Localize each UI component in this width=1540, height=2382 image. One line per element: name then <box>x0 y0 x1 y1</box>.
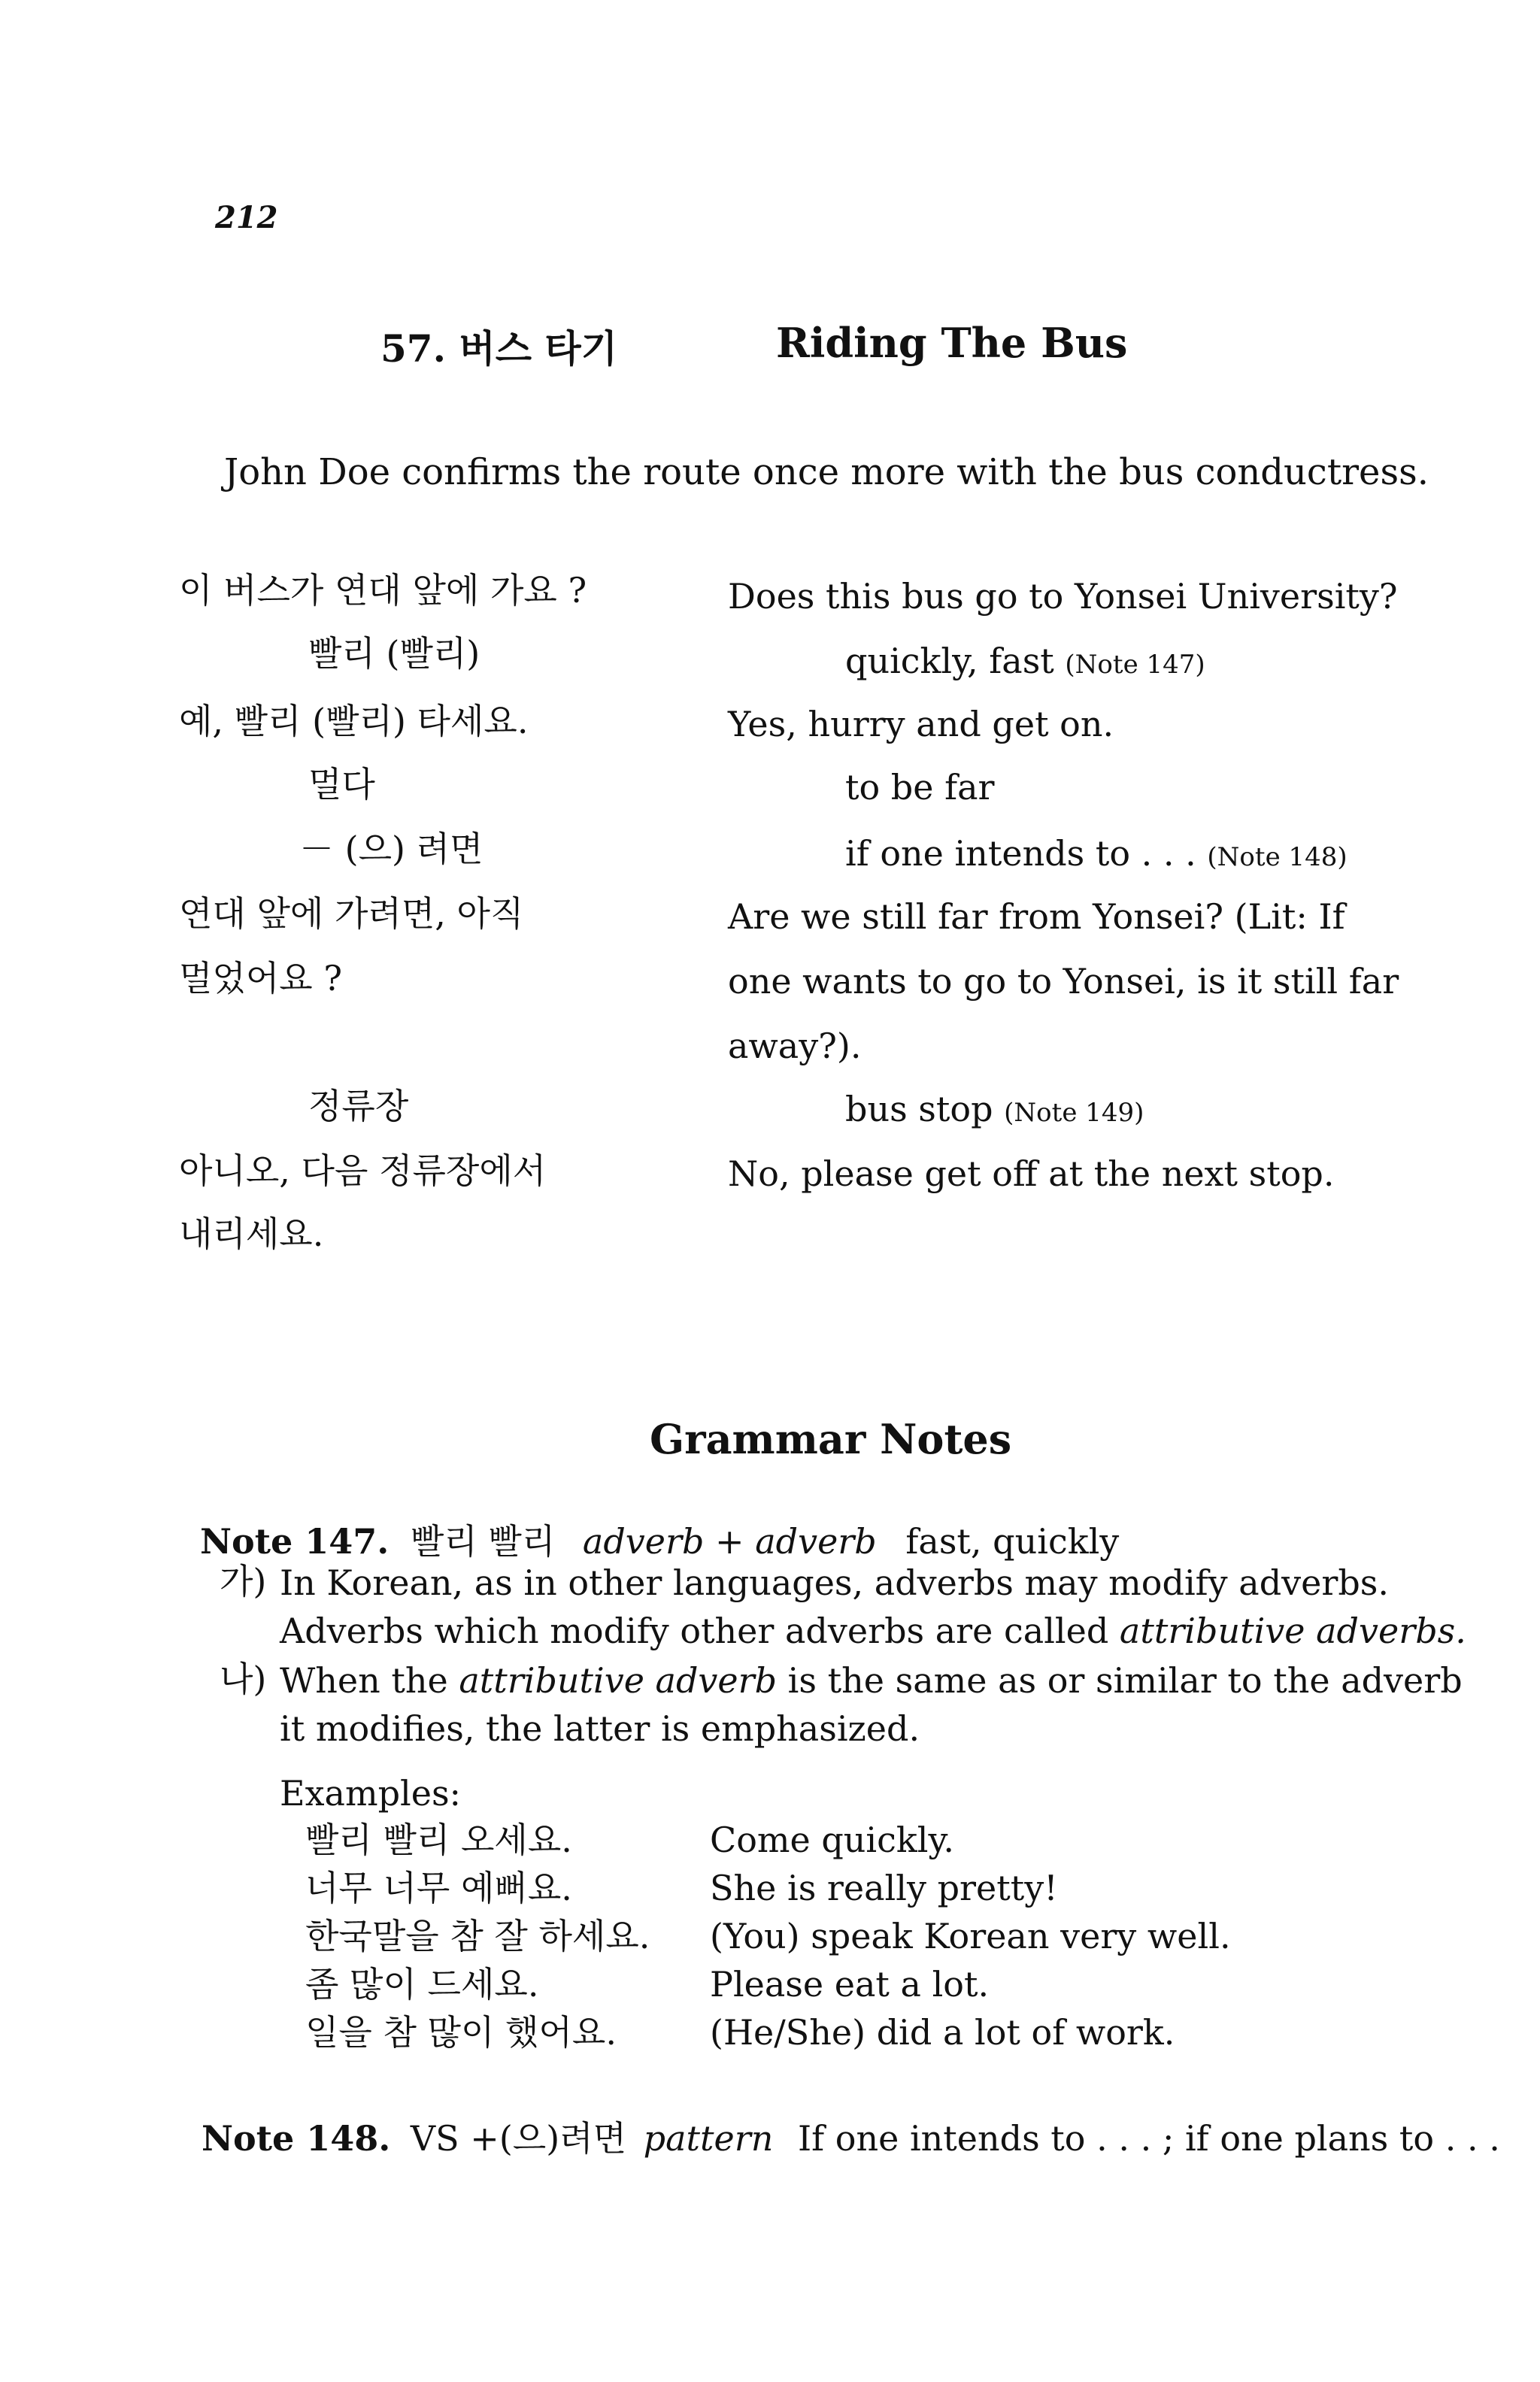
note-ref: (Note 147) <box>1065 650 1205 680</box>
vocab-ko: 멀다 <box>308 764 375 805</box>
example-en: She is really pretty! <box>710 1868 1058 1908</box>
note-147-header: Note 147. 빨리 빨리 adverb + adverb fast, quickly <box>200 1521 1120 1562</box>
example-ko: 한국말을 참 잘 하세요. <box>305 1916 650 1956</box>
dialogue-ko: 예, 빨리 (빨리) 타세요. <box>179 701 529 741</box>
lesson-title-english: Riding The Bus <box>776 319 1128 367</box>
vocab-en: bus stop (Note 149) <box>845 1089 1144 1129</box>
vocab-en: to be far <box>845 767 995 808</box>
vocab-en: if one intends to . . . (Note 148) <box>845 833 1348 874</box>
example-ko: 좀 많이 드세요. <box>305 1964 539 2005</box>
dialogue-en: one wants to go to Yonsei, is it still far <box>728 961 1399 1002</box>
list-marker: 나) <box>220 1659 267 1699</box>
dialogue-en: away?). <box>728 1026 862 1066</box>
vocab-en: quickly, fast (Note 147) <box>845 641 1205 681</box>
examples-label: Examples: <box>280 1773 462 1814</box>
note-148-header: Note 148. VS +(으)려면 pattern If one intends to . . . ; if one plans to . . . <box>202 2118 1500 2159</box>
example-en: Please eat a lot. <box>710 1964 990 2005</box>
note-text: In Korean, as in other languages, adverbs may modify adverbs. <box>280 1562 1390 1603</box>
dialogue-ko: 내리세요. <box>179 1214 324 1254</box>
example-en: Come quickly. <box>710 1820 954 1860</box>
note-text: Adverbs which modify other adverbs are called attributive adverbs. <box>280 1611 1466 1651</box>
note-ref: (Note 148) <box>1207 842 1348 872</box>
note-text: When the attributive adverb is the same as or similar to the adverb <box>280 1660 1463 1701</box>
page-number: 212 <box>215 200 278 235</box>
lesson-title-korean: 57. 버스 타기 <box>380 326 618 371</box>
dialogue-en: Are we still far from Yonsei? (Lit: If <box>728 896 1345 937</box>
dialogue-en: Yes, hurry and get on. <box>728 704 1114 744</box>
example-ko: 빨리 빨리 오세요. <box>305 1820 572 1860</box>
dialogue-ko: 연대 앞에 가려면, 아직 <box>179 893 524 934</box>
vocab-ko: － (으) 려면 <box>299 829 484 869</box>
list-marker: 가) <box>220 1561 267 1602</box>
intro-text: John Doe confirms the route once more with the bus conductress. <box>224 451 1429 493</box>
dialogue-ko: 아니오, 다음 정류장에서 <box>179 1150 547 1191</box>
dialogue-ko: 이 버스가 연대 앞에 가요 ? <box>179 570 587 611</box>
example-ko: 일을 참 많이 했어요. <box>305 2012 617 2053</box>
note-ref: (Note 149) <box>1004 1098 1144 1128</box>
example-en: (You) speak Korean very well. <box>710 1916 1231 1956</box>
dialogue-en: Does this bus go to Yonsei University? <box>728 576 1398 617</box>
note-text: it modifies, the latter is emphasized. <box>280 1708 920 1749</box>
vocab-ko: 빨리 (빨리) <box>308 633 480 674</box>
dialogue-ko: 멀었어요 ? <box>179 958 343 999</box>
grammar-notes-heading: Grammar Notes <box>650 1415 1012 1463</box>
example-en: (He/She) did a lot of work. <box>710 2012 1175 2053</box>
vocab-ko: 정류장 <box>308 1086 409 1126</box>
dialogue-en: No, please get off at the next stop. <box>728 1153 1335 1194</box>
example-ko: 너무 너무 예뻐요. <box>305 1868 572 1908</box>
